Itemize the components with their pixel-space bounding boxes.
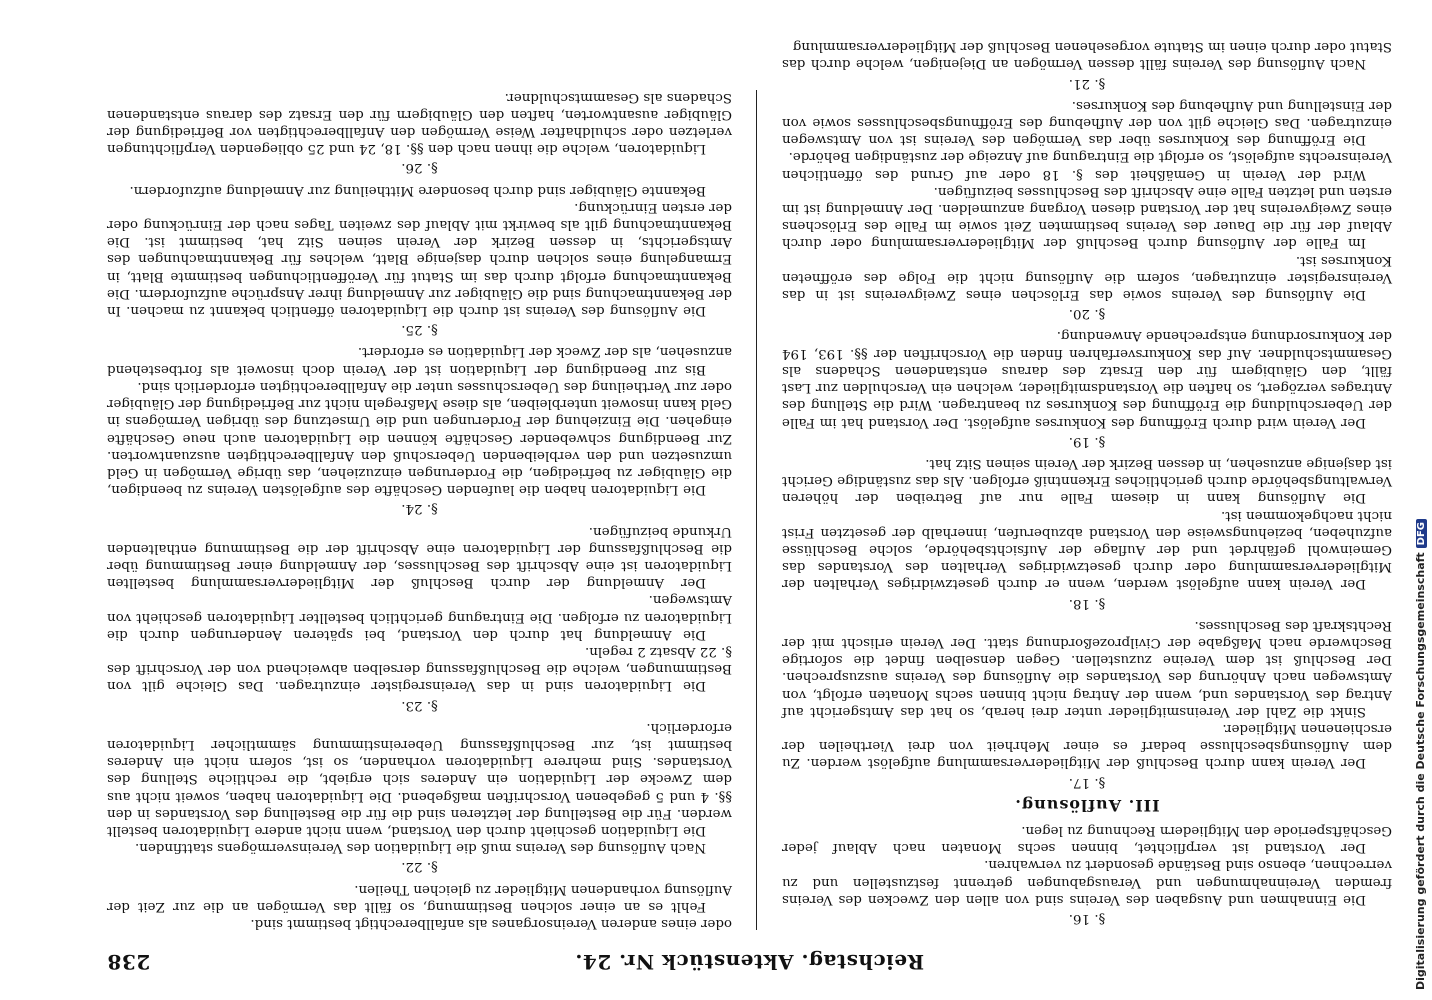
paragraph: Bis zur Beendigung der Liquidation ist der Verein doch insoweit als fortbestehend anzusehen, als der Zweck der Liquidation es erfordert. (107, 344, 732, 377)
left-column (782, 39, 1392, 932)
section-number: §. 22. (401, 859, 438, 875)
paragraph: Der Vorstand ist verpflichtet, binnen sechs Monaten nach Ablauf jeder Geschäftsperiode den Mitgliedern Rechnung zu legen. (782, 822, 1392, 856)
paragraph: Die Auflösung des Vereins ist durch die Liquidatoren öffentlich bekannt zu machen. In der Bekanntmachung sind die Gläubiger zur Anmeldung ihrer Ansprüche aufzufordern. Die Bekanntmachung erfolgt durch das im Statut für Veröffentlichungen bestimmte Blatt, in Ermangelung eines solchen durch dasjenige Blatt, welches für Bekanntmachungen des Amtsgerichts, in dessen Bezirk der Verein seinen Sitz hat, bestimmt ist. Die Bekanntmachung gilt als bewirkt mit Ablauf des zweiten Tages nach der Einrückung oder der ersten Einrückung. (107, 199, 732, 319)
page-header (107, 940, 1392, 974)
chapter-heading: III. Auflösung. (1014, 795, 1160, 815)
paragraph: Der Verein kann durch Beschluß der Mitgliederversammlung aufgelöst werden. Zu dem Auflösungsbeschlusse bedarf es einer Mehrheit von drei Viertheilen der erschienenen Mitglieder. (782, 720, 1392, 771)
paragraph: Der Verein kann aufgelöst werden, wenn er durch gesetzwidriges Verhalten der Mitgliederversammlung oder durch gesetzwidriges Verhalten des Vorstandes das Gemeinwohl gefährdet und der Auflage der Aufsichtsbehörde, solche Beschlüsse aufzuheben, beziehungsweise den Vorstand abzuberufen, innerhalb der gesetzten Frist nicht nachgekommen ist. (782, 507, 1392, 592)
section-number: §. 18. (1068, 595, 1106, 611)
header-title: Reichstag. Aktenstück Nr. 24. (574, 950, 925, 974)
paragraph: Die Eröffnung des Konkurses über das Vermögen des Vereins ist von Amtswegen einzutragen. Das Gleiche gilt von der Aufhebung des Eröffnungsbeschlusses sowie von der Einstellung und Aufhebung des Konkurses. (782, 97, 1392, 148)
section-number: §. 26. (401, 160, 438, 176)
paragraph: Die Anmeldung hat durch den Vorstand, bei späteren Aenderungen durch die Liquidatoren zu erfolgen. Die Eintragung gerichtlich bestellter Liquidatoren geschieht von Amtswegen. (107, 592, 732, 642)
paragraph: Bekannte Gläubiger sind durch besondere Mittheilung zur Anmeldung aufzufordern. (129, 182, 706, 198)
section-number: §. 17. (1068, 774, 1106, 790)
paragraph: Fehlt es an einer solchen Bestimmung, so fällt das Vermögen an die zur Zeit der Auflösung vorhandenen Mitglieder zu gleichen Theilen. (107, 881, 732, 914)
paragraph: Sinkt die Zahl der Vereinsmitglieder unter drei herab, so hat das Amtsgericht auf Antrag des Vorstandes und, wenn der Antrag nicht binnen sechs Monaten erfolgt, von Amtswegen nach Anhörung des Vorstandes die Auflösung des Vereins auszusprechen. Der Beschluß ist dem Vereine zuzustellen. Gegen denselben findet die sofortige Beschwerde nach Maßgabe der Civilprozeßordnung statt. Der Verein erlischt mit der Rechtskraft des Beschlusses. (782, 617, 1392, 719)
paragraph: Der Verein wird durch Eröffnung des Konkurses aufgelöst. Der Vorstand hat im Falle der Ueberschuldung die Eröffnung des Konkurses zu beantragen. Wird die Stellung des Antrages verzögert, so haften die Vorstandsmitglieder, welchen ein Verschulden zur Last fällt, den Gläubigern für den Ersatz des daraus entstandenen Schadens als Gesammtschuldner. Auf das Konkursverfahren finden die Vorschriften der §§. 193, 194 der Konkursordnung entsprechende Anwendung. (782, 328, 1392, 430)
paragraph: Die Liquidatoren sind in das Vereinsregister einzutragen. Das Gleiche gilt von Bestimmungen, welche die Beschlußfassung derselben abweichend von der Vorschrift des §. 22 Absatz 2 regeln. (107, 643, 732, 694)
paragraph: Nach Auflösung des Vereins muß die Liquidation des Vereinsvermögens stattfinden. (135, 840, 706, 856)
section-number: §. 16. (1068, 911, 1106, 926)
paragraph: Nach Auflösung des Vereins fällt dessen Vermögen an Diejenigen, welche durch das Statut oder durch einen im Statute vorgesehenen Beschluß der Mitgliederversammlung (782, 39, 1392, 72)
paragraph: Die Auflösung kann in diesem Falle nur auf Betreiben der höheren Verwaltungsbehörde durch gerichtliches Erkenntniß erfolgen. Als das zuständige Gericht ist dasjenige anzusehen, in dessen Bezirk der Verein seinen Sitz hat. (782, 455, 1392, 506)
paragraph: Wird der Verein in Gemäßheit des §. 18 oder auf Grund des öffentlichen Vereinsrechts aufgelöst, so erfolgt die Eintragung auf Anzeige der zuständigen Behörde. (782, 149, 1392, 182)
dfg-logo: DFG (1416, 519, 1427, 548)
paragraph: Liquidatoren, welche die ihnen nach den §§. 18, 24 und 25 obliegenden Verpflichtungen verletzen oder schuldhafter Weise Vermögen den Anfallberechtigten vor Befriedigung der Gläubiger ausantworten, haften den Gläubigern für den Ersatz des daraus entstandenen Schadens als Gesammtschuldner. (107, 89, 732, 157)
paragraph: Die Liquidatoren haben die laufenden Geschäfte des aufgelösten Vereins zu beendigen, die Gläubiger zu befriedigen, die Forderungen einzuziehen, das übrige Vermögen in Geld umzusetzen und den verbleibenden Ueberschuß den Anfallberechtigten auszuantworten. Zur Beendigung schwebender Geschäfte können die Liquidatoren auch neue Geschäfte eingehen. Die Einziehung der Forderungen und die Umsetzung des übrigen Vermögens in Geld kann insoweit unterbleiben, als diese Maßregeln nicht zur Befriedigung der Gläubiger oder zur Vertheilung des Ueberschusses unter die Anfallberechtigten erforderlich sind. (107, 378, 732, 498)
section-number: §. 23. (401, 697, 438, 713)
paragraph: Der Anmeldung der durch Beschluß der Mitgliederversammlung bestellten Liquidatoren ist eine Abschrift des Beschlusses, der Anmeldung einer Bestimmung über die Beschlußfassung der Liquidatoren eine Abschrift der die Bestimmung enthaltenden Urkunde beizufügen. (107, 523, 732, 591)
column-divider (756, 90, 757, 930)
paragraph: Im Falle der Auflösung durch Beschluß der Mitgliederversammlung oder durch Ablauf der für die Dauer des Vereins bestimmten Zeit sowie im Falle des Erlöschens eines Zweigvereins hat der Vorstand diesen Vorgang anzumelden. Der Anmeldung ist im ersten und letzten Falle eine Abschrift des Beschlusses beizufügen. (782, 183, 1392, 251)
right-column (107, 87, 732, 932)
page-number: 238 (107, 950, 151, 974)
paragraph: Die Liquidation geschieht durch den Vorstand, wenn nicht andere Liquidatoren bestellt werden. Für die Bestellung der letzteren sind die für die Bestellung des Vorstandes in den §§. 4 und 5 gegebenen Vorschriften maßgebend. Die Liquidatoren haben, soweit nicht aus dem Zwecke der Liquidation ein Anderes sich ergiebt, die rechtliche Stellung des Vorstandes. Sind mehrere Liquidatoren vorhanden, so ist, sofern nicht ein Anderes bestimmt ist, zur Beschlußfassung Uebereinstimmung sämmtlicher Liquidatoren erforderlich. (107, 719, 732, 838)
section-number: §. 24. (401, 501, 438, 517)
paragraph: Die Einnahmen und Ausgaben des Vereins sind von allen den Zwecken des Vereins fremden Vereinnahmungen und Verausgabungen getrennt festzustellen und zu verrechnen, ebenso sind Bestände gesondert zu verwahren. (782, 857, 1392, 907)
footer-credit-text: Digitalisierung gefördert durch die Deutsche Forschungsgemeinschaft (1414, 552, 1427, 990)
section-number: §. 19. (1068, 433, 1106, 449)
section-number: §. 25. (401, 322, 438, 338)
section-number: §. 20. (1068, 306, 1106, 322)
paragraph: Die Auflösung des Vereins sowie das Erlöschen eines Zweigvereins ist in das Vereinsregister einzutragen, sofern die Auflösung nicht die Folge des eröffneten Konkurses ist. (782, 252, 1392, 303)
section-number: §. 21. (1068, 75, 1106, 91)
paragraph: oder eines anderen Vereinsorganes als anfallberechtigt bestimmt sind. (250, 916, 732, 931)
